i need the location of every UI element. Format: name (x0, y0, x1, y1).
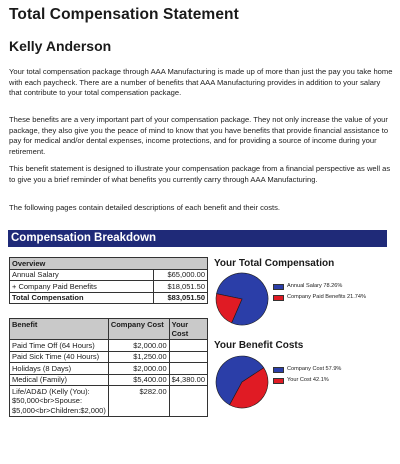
benefit-cell: Paid Time Off (64 Hours) (10, 340, 109, 352)
overview-header-row (10, 258, 208, 270)
table-row (10, 351, 208, 363)
table-row (10, 386, 208, 417)
table-row (10, 281, 208, 293)
company-cost-cell: $1,250.00 (108, 351, 169, 363)
legend-item (273, 377, 329, 384)
table-row (10, 292, 208, 304)
overview-value: $83,051.50 (154, 292, 208, 304)
table-row (10, 374, 208, 386)
overview-header: Overview (10, 258, 208, 270)
table-row (10, 340, 208, 352)
benefit-cell: Holidays (8 Days) (10, 363, 109, 375)
legend-swatch (273, 284, 284, 290)
statement-paragraph: This benefit statement is designed to illustrate your compensation package from a financial perspective as well as to give you a brief reminder of what benefits you currently carry through AAA Manufacturing. (9, 164, 391, 184)
your-cost-header: Your Cost (169, 319, 207, 340)
company-cost-header: Company Cost (108, 319, 169, 340)
benefit-header: Benefit (10, 319, 109, 340)
following-pages-paragraph: The following pages contain detailed descriptions of each benefit and their costs. (9, 203, 281, 212)
benefit-cell: Medical (Family) (10, 374, 109, 386)
company-cost-cell: $5,400.00 (108, 374, 169, 386)
section-banner: Compensation Breakdown (8, 230, 387, 247)
total-compensation-pie (214, 271, 270, 332)
benefits-paragraph: These benefits are a very important part of your compensation package. They not only increase the value of your package, they also give you the peace of mind to know that you have benefits that provide financial assistance to pay for medical and/or dental expenses, income protections, and for providing a source of income during your retirement. (9, 115, 389, 156)
your-cost-cell (169, 363, 207, 375)
total-compensation-chart-title: Your Total Compensation (214, 258, 335, 269)
your-cost-cell (169, 340, 207, 352)
company-cost-cell: $2,000.00 (108, 340, 169, 352)
benefit-costs-chart-title: Your Benefit Costs (214, 340, 304, 351)
overview-value: $65,000.00 (154, 269, 208, 281)
benefit-cell: Life/AD&D (Kelly (You): $50,000<br>Spouse: $5,000<br>Children:$2,000) (10, 386, 109, 417)
legend-item (273, 283, 342, 290)
your-cost-cell: $4,380.00 (169, 374, 207, 386)
benefit-cell: Paid Sick Time (40 Hours) (10, 351, 109, 363)
legend-label: Company Cost 57.9% (287, 366, 342, 372)
overview-label: + Company Paid Benefits (10, 281, 154, 293)
legend-label: Your Cost 42.1% (287, 377, 329, 383)
benefit-table (9, 318, 208, 417)
legend-label: Annual Salary 78.26% (287, 283, 343, 289)
document-title: Total Compensation Statement (9, 6, 239, 23)
legend-label: Company Paid Benefits 21.74% (287, 294, 366, 300)
overview-label: Annual Salary (10, 269, 154, 281)
legend-item (273, 294, 366, 301)
table-row (10, 363, 208, 375)
benefit-costs-pie (214, 354, 270, 415)
your-cost-cell (169, 386, 207, 417)
intro-paragraph: Your total compensation package through AAA Manufacturing is made up of more than just the pay you take home with each paycheck. There are a number of benefits that AAA Manufacturing provides in addition to your salary that contribute to your total compensation package. (9, 67, 393, 98)
legend-item (273, 366, 341, 373)
overview-value: $18,051.50 (154, 281, 208, 293)
legend-swatch (273, 378, 284, 384)
overview-label: Total Compensation (10, 292, 154, 304)
legend-swatch (273, 367, 284, 373)
table-row (10, 269, 208, 281)
legend-swatch (273, 295, 284, 301)
your-cost-cell (169, 351, 207, 363)
employee-name: Kelly Anderson (9, 38, 112, 54)
benefit-header-row (10, 319, 208, 340)
company-cost-cell: $2,000.00 (108, 363, 169, 375)
company-cost-cell: $282.00 (108, 386, 169, 417)
overview-table (9, 257, 208, 304)
